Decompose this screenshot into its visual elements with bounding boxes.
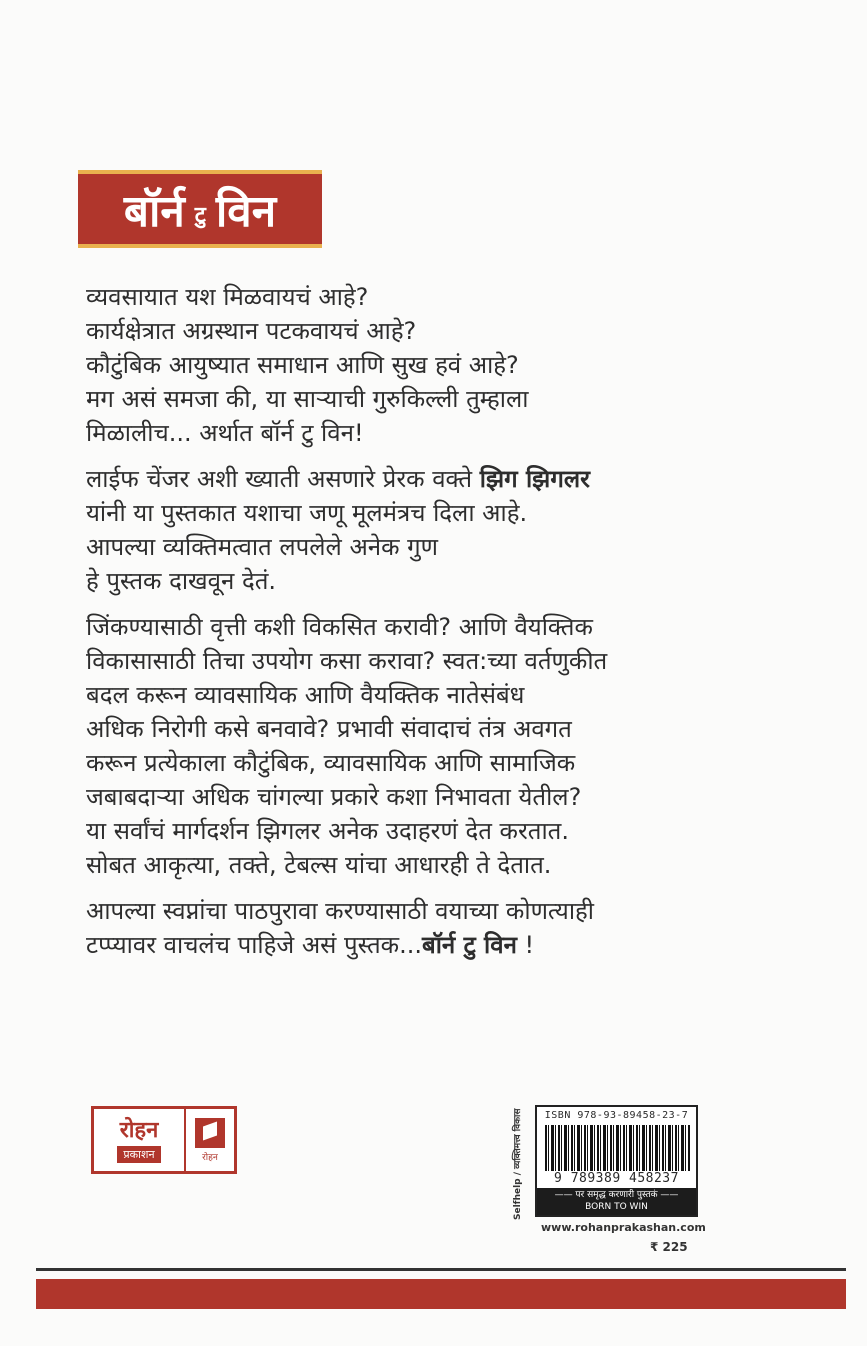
book-title-inline: बॉर्न टु विन xyxy=(421,931,517,959)
author-name: झिग झिगलर xyxy=(479,465,590,493)
paragraph-2 xyxy=(86,462,786,598)
text-line: बदल करून व्यावसायिक आणि वैयक्तिक नातेसंबंध xyxy=(86,681,525,709)
footer-rule xyxy=(36,1268,846,1271)
text-line: मग असं समजा की, या साऱ्याची गुरुकिल्ली तुम्हाला xyxy=(86,385,529,413)
text-segment: लाईफ चेंजर अशी ख्याती असणारे प्रेरक वक्ते xyxy=(86,465,480,493)
publisher-sub: प्रकाशन xyxy=(117,1146,160,1163)
publisher-logo xyxy=(91,1106,237,1174)
publisher-website: www.rohanprakashan.com xyxy=(541,1221,706,1234)
title-word-win: विन xyxy=(215,186,277,237)
text-segment: टप्प्यावर वाचलंच पाहिजे असं पुस्तक... xyxy=(86,931,422,959)
price-label: ₹ 225 xyxy=(650,1240,688,1254)
publisher-emblem xyxy=(184,1109,234,1171)
barcode-icon xyxy=(545,1125,690,1171)
book-icon xyxy=(195,1118,225,1148)
text-line xyxy=(86,462,786,496)
text-segment: ! xyxy=(516,931,535,959)
barcode-panel xyxy=(535,1105,698,1217)
barcode-digits: 9 789389 458237 xyxy=(554,1171,679,1186)
paragraph-4 xyxy=(86,894,786,962)
text-line: या सर्वांचं मार्गदर्शन झिगलर अनेक उदाहरणं देत करतात. xyxy=(86,817,569,845)
text-line: यांनी या पुस्तकात यशाचा जणू मूलमंत्रच दिला आहे. xyxy=(86,499,528,527)
blurb-text xyxy=(86,280,786,974)
text-line: आपल्या स्वप्नांचा पाठपुरावा करण्यासाठी वयाच्या कोणत्याही xyxy=(86,897,594,925)
publisher-name: रोहन xyxy=(119,1117,159,1143)
text-line: करून प्रत्येकाला कौटुंबिक, व्यावसायिक आणि सामाजिक xyxy=(86,749,576,777)
title-banner xyxy=(78,170,322,248)
text-line: जबाबदाऱ्या अधिक चांगल्या प्रकारे कशा निभावता येतील? xyxy=(86,783,582,811)
publisher-logo-text xyxy=(94,1109,184,1171)
text-line xyxy=(86,928,786,962)
category-label: Selfhelp / व्यक्तिमत्त्व विकास xyxy=(513,1108,523,1220)
barcode-title: BORN TO WIN xyxy=(585,1202,648,1212)
text-line: आपल्या व्यक्तिमत्वात लपलेले अनेक गुण xyxy=(86,533,439,561)
paragraph-3 xyxy=(86,610,786,882)
text-line: कार्यक्षेत्रात अग्रस्थान पटकवायचं आहे? xyxy=(86,317,417,345)
barcode-strip xyxy=(537,1188,696,1215)
isbn-text: ISBN 978-93-89458-23-7 xyxy=(544,1110,689,1121)
text-line: अधिक निरोगी कसे बनवावे? प्रभावी संवादाचं तंत्र अवगत xyxy=(86,715,572,743)
text-line: विकासासाठी तिचा उपयोग कसा करावा? स्वत:च्या वर्तणुकीत xyxy=(86,647,608,675)
title-word-born: बॉर्न xyxy=(123,186,185,237)
title-word-to: टु xyxy=(194,203,206,228)
barcode-tagline: —— पर समृद्ध करणारी पुस्तकं —— xyxy=(554,1190,679,1200)
text-line: जिंकण्यासाठी वृत्ती कशी विकसित करावी? आणि वैयक्तिक xyxy=(86,613,593,641)
footer-band xyxy=(36,1279,846,1309)
text-line: सोबत आकृत्या, तक्ते, टेबल्स यांचा आधारही ते देतात. xyxy=(86,851,552,879)
publisher-mini-name: रोहन xyxy=(202,1152,218,1163)
paragraph-1 xyxy=(86,280,786,450)
text-line: हे पुस्तक दाखवून देतं. xyxy=(86,567,277,595)
text-line: मिळालीच... अर्थात बॉर्न टु विन! xyxy=(86,419,364,447)
text-line: व्यवसायात यश मिळवायचं आहे? xyxy=(86,283,369,311)
text-line: कौटुंबिक आयुष्यात समाधान आणि सुख हवं आहे? xyxy=(86,351,519,379)
